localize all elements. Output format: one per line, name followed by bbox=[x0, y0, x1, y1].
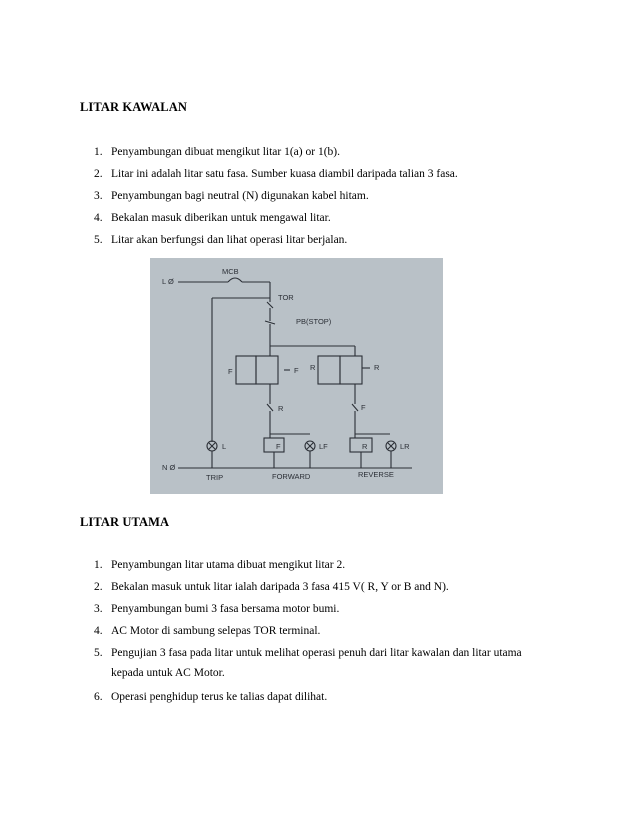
mcb-label: MCB bbox=[222, 267, 239, 276]
list-item: 1. Penyambungan litar utama dibuat mengikut litar 2. bbox=[94, 559, 346, 571]
f-right-label: F bbox=[294, 366, 299, 375]
forward-label: FORWARD bbox=[272, 472, 311, 481]
lamp-lr-label: LR bbox=[400, 442, 410, 451]
list-item: 3. Penyambungan bagi neutral (N) digunakan kabel hitam. bbox=[94, 190, 369, 202]
section-title-litar-kawalan: LITAR KAWALAN bbox=[80, 100, 187, 114]
list-item-text: Penyambungan bumi 3 fasa bersama motor bumi. bbox=[111, 603, 340, 615]
list-item: 1. Penyambungan dibuat mengikut litar 1(a) or 1(b). bbox=[94, 146, 340, 158]
list-item: 3. Penyambungan bumi 3 fasa bersama motor bumi. bbox=[94, 603, 340, 615]
r-right-label: R bbox=[374, 363, 380, 372]
reverse-coil bbox=[350, 438, 372, 452]
list-item: 5. Litar akan berfungsi dan lihat operasi litar berjalan. bbox=[94, 234, 348, 246]
list-item: 4. Bekalan masuk diberikan untuk mengawal litar. bbox=[94, 212, 331, 224]
utama-steps-list bbox=[80, 557, 580, 711]
kawalan-steps-list bbox=[80, 144, 560, 254]
list-item-text: Bekalan masuk untuk litar ialah daripada 3 fasa 415 V( R, Y or B and N). bbox=[111, 581, 449, 593]
trip-label: TRIP bbox=[206, 473, 224, 482]
lamp-l-label: L bbox=[222, 442, 227, 451]
list-item: 4. AC Motor di sambung selepas TOR terminal. bbox=[94, 625, 321, 637]
r-left-label: R bbox=[310, 363, 316, 372]
r-interlock-contact bbox=[267, 404, 273, 411]
control-circuit-photo bbox=[150, 258, 443, 494]
coil-r-label: R bbox=[362, 442, 368, 451]
line-label: L Ø bbox=[162, 277, 174, 286]
reverse-start-button bbox=[340, 356, 362, 384]
forward-holding-contact bbox=[236, 356, 256, 384]
r-interlock-label: R bbox=[278, 404, 284, 413]
f-interlock-contact bbox=[352, 404, 358, 411]
list-item: 2. Bekalan masuk untuk litar ialah daripada 3 fasa 415 V( R, Y or B and N). bbox=[94, 581, 449, 593]
f-left-label: F bbox=[228, 367, 233, 376]
lamp-lf-label: LF bbox=[319, 442, 328, 451]
coil-f-label: F bbox=[276, 442, 281, 451]
reverse-holding-contact bbox=[318, 356, 340, 384]
f-interlock-label: F bbox=[361, 403, 366, 412]
neutral-label: N Ø bbox=[162, 463, 176, 472]
pb-stop-contact bbox=[265, 321, 275, 324]
list-item: 6. Operasi penghidup terus ke talias dapat dilihat. bbox=[94, 691, 328, 703]
reverse-label: REVERSE bbox=[358, 470, 394, 479]
tor-contact bbox=[267, 302, 273, 308]
list-item-text: Bekalan masuk diberikan untuk mengawal litar. bbox=[111, 212, 331, 224]
list-item-text: Penyambungan litar utama dibuat mengikut litar 2. bbox=[111, 559, 346, 571]
list-item-text: Penyambungan bagi neutral (N) digunakan kabel hitam. bbox=[111, 190, 369, 202]
tor-label: TOR bbox=[278, 293, 294, 302]
list-item: 5. Pengujian 3 fasa pada litar untuk melihat operasi penuh dari litar kawalan dan litar utama kepada untuk AC Motor. bbox=[80, 645, 580, 689]
pb-stop-label: PB(STOP) bbox=[296, 317, 332, 326]
list-item-text: Litar ini adalah litar satu fasa. Sumber kuasa diambil daripada talian 3 fasa. bbox=[111, 168, 458, 180]
list-item-text: Operasi penghidup terus ke talias dapat dilihat. bbox=[111, 691, 328, 703]
list-item-text: AC Motor di sambung selepas TOR terminal. bbox=[111, 625, 321, 637]
forward-start-button bbox=[256, 356, 278, 384]
list-item-text: Pengujian 3 fasa pada litar untuk melihat operasi penuh dari litar kawalan dan litar utama bbox=[111, 647, 522, 659]
forward-coil bbox=[264, 438, 284, 452]
list-item: 2. Litar ini adalah litar satu fasa. Sumber kuasa diambil daripada talian 3 fasa. bbox=[94, 168, 458, 180]
list-item-text: Litar akan berfungsi dan lihat operasi litar berjalan. bbox=[111, 234, 348, 246]
list-item-text: Penyambungan dibuat mengikut litar 1(a) or 1(b). bbox=[111, 146, 340, 158]
list-item-text-continued: kepada untuk AC Motor. bbox=[111, 667, 225, 679]
mcb-symbol bbox=[228, 278, 242, 282]
section-title-litar-utama: LITAR UTAMA bbox=[80, 515, 170, 529]
control-circuit-diagram bbox=[150, 258, 443, 494]
